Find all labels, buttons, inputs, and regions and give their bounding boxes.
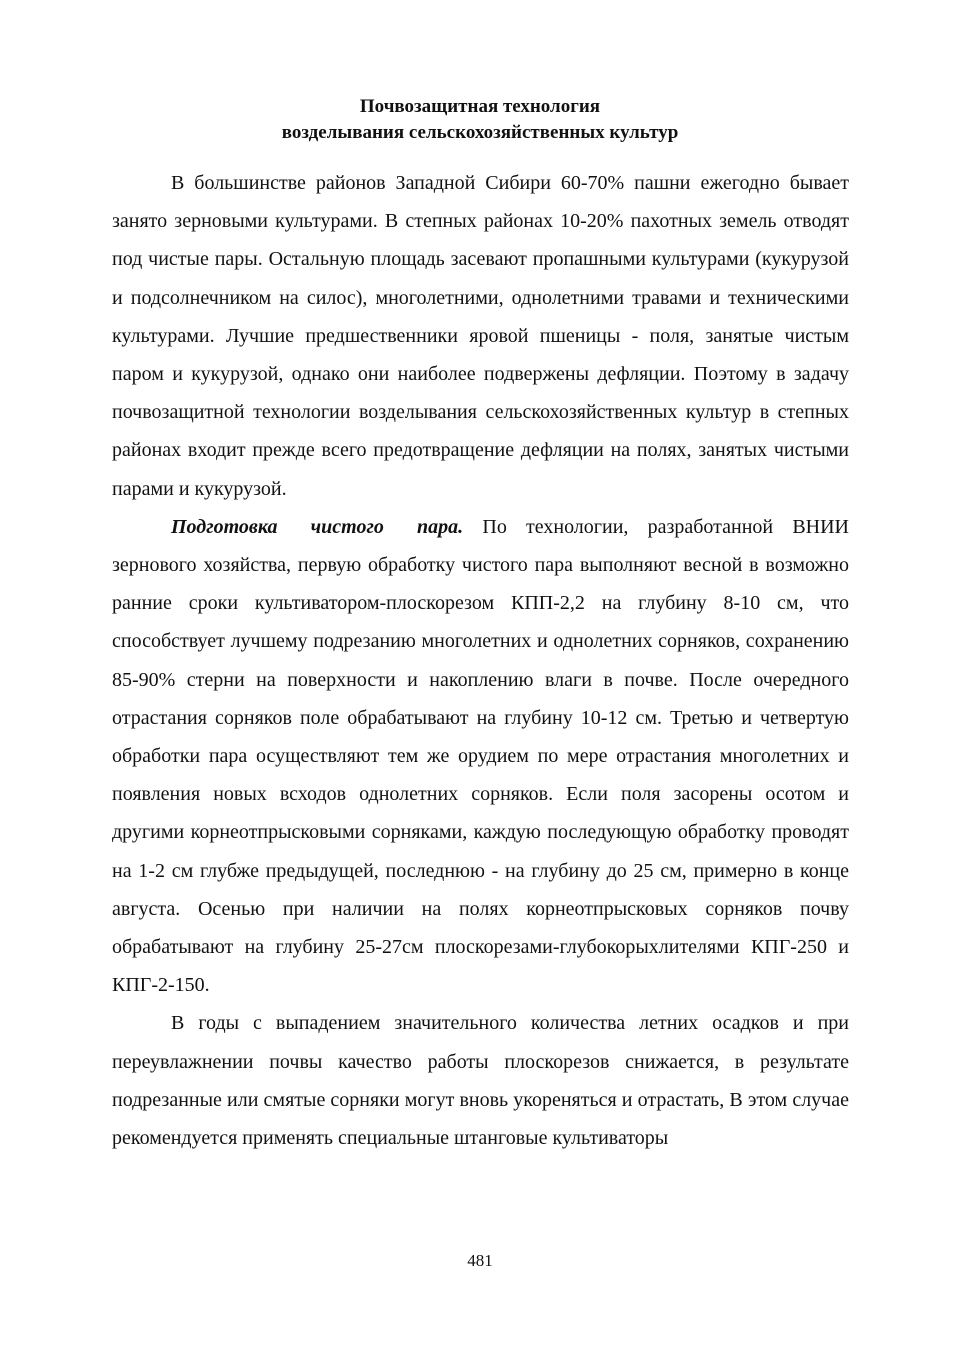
paragraph-wet-years: В годы с выпадением значительного количества летних осадков и при переувлажнении почвы качество работы плоскорезов снижается, в результате подрезанные или смятые сорняки могут вновь укореняться и отрастать, В этом случае рекомендуется применять специальные штанговые культиваторы — [112, 1012, 849, 1150]
paragraph-fallow-text: По технологии, разработанной ВНИИ зернового хозяйства, первую обработку чистого пара выполняют весной в возможно ранние сроки культиватором-плоскорезом КПП-2,2 на глубину 8-10 см, что способствует лучшему подрезанию многолетних и однолетних сорняков, сохранению 85-90% стерни на поверхности и накоплению влаги в почве. После очередного отрастания сорняков поле обрабатывают на глубину 10-12 см. Третью и четвертую обработки пара осуществляют тем же орудием по мере отрастания многолетних и появления новых всходов однолетних сорняков. Если поля засорены осотом и другими корнеотпрысковыми сорняками, каждую последующую обработку проводят на 1-2 см глубже предыдущей, последнюю - на глубину до 25 см, примерно в конце августа. Осенью при наличии на полях корнеотпрысковых сорняков почву обрабатывают на глубину 25-27см плоскорезами-глубокорыхлителями КПГ-250 и КПГ-2-150. — [112, 515, 850, 997]
document-body — [112, 164, 849, 1157]
section-heading-fallow: Подготовка чистого пара. — [171, 515, 464, 538]
document-title — [0, 94, 960, 146]
paragraph-intro: В большинстве районов Западной Сибири 60-70% пашни ежегодно бывает занято зерновыми культурами. В степных районах 10-20% пахотных земель отводят под чистые пары. Остальную площадь засевают пропашными культурами (кукурузой и подсолнечником на силос), многолетними, однолетними травами и техническими культурами. Лучшие предшественники яровой пшеницы - поля, занятые чистым паром и кукурузой, однако они наиболее подвержены дефляции. Поэтому в задачу почвозащитной технологии возделывания сельскохозяйственных культур в степных районах входит прежде всего предотвращение дефляции на полях, занятых чистыми парами и кукурузой. — [112, 172, 849, 500]
title-line-1: Почвозащитная технология — [359, 96, 601, 117]
page-number: 481 — [467, 1251, 493, 1270]
title-line-2: возделывания сельскохозяйственных культур — [281, 122, 679, 143]
paragraph-fallow-preparation — [112, 508, 849, 1005]
